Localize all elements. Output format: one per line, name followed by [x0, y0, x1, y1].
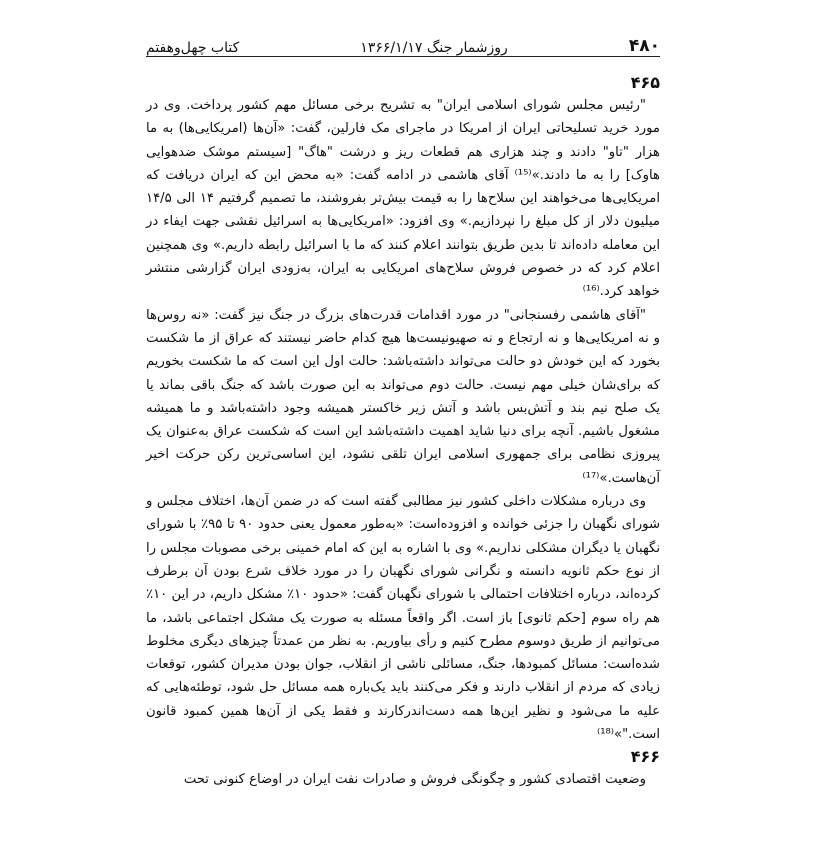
- page-body: [146, 72, 660, 792]
- paragraph: وی درباره مشکلات داخلی کشور نیز مطالبی گفته است که در ضمن آن‌ها، اختلاف مجلس و شورای نگهبان را جزئی خوانده و افزوده‌است: «به‌طور معمول یعنی حدود ۹۰ تا ۹۵٪ با شورای نگهبان یا دیگران مشکلی نداریم.» وی با اشاره به این که امام خمینی برخی مصوبات مجلس را از نوع حکم ثانویه دانسته و نگرانی شورای نگهبان را در مورد خلاف شرع بودن آن برطرف کرده‌اند، درباره اختلافات احتمالی با شورای نگهبان گفت: «حدود ۱۰٪ مشکل داریم، در این ۱۰٪ هم راه سوم [حکم ثانوی] باز است. اگر واقعاً مسئله به صورت یک مشکل اجتماعی باشد، ما می‌توانیم از طریق دوسوم مطرح کنیم و رأی بیاوریم. به نظر من عمدتاً چیزهای دیگری مخلوط شده‌است: مسائل کمبودها، جنگ، مسائلی ناشی از انقلاب، جوان بودن مدیران کشور، توقعات زیادی که مردم از انقلاب دارند و فکر می‌کنند باید یک‌باره همه مسائل حل شود، توطئه‌هایی که علیه ما می‌شود و نظیر این‌ها همه دست‌اندرکارند و فقط یکی از آن‌ها همین کمبود قانون است."»⁽¹⁸⁾: [146, 494, 660, 743]
- entry-465: [146, 72, 660, 746]
- paragraph: "آقای هاشمی رفسنجانی" در مورد اقدامات قدرت‌های بزرگ در جنگ نیز گفت: «نه روس‌ها و نه امریکایی‌ها و نه ارتجاع و نه صهیونیست‌ها هیچ کدام حاضر نیستند که عراق از ما شکست بخورد که این خودش دو حالت می‌تواند داشته‌باشد: حالت اول این است که ما شکست بخوریم که برای‌شان خیلی مهم نیست. حالت دوم می‌تواند به این صورت باشد که جنگ باقی بماند یا یک صلح نیم بند و آتش‌بس باشد و آتش زیر خاکستر همیشه وجود داشته‌باشد و ما همیشه مشغول باشیم. آنچه برای دنیا شاید اهمیت داشته‌باشد این است که شکست عراق به‌عنوان یک پیروزی نظامی برای جمهوری اسلامی ایران تلقی نشود، این اساسی‌ترین رکن حرکت اخیر آن‌هاست.»⁽¹⁷⁾: [146, 307, 660, 486]
- paragraph: وضعیت اقتصادی کشور و چگونگی فروش و صادرات نفت ایران در اوضاع کنونی تحت: [183, 772, 646, 788]
- entry-number: ۴۶۵: [630, 73, 660, 92]
- entry-number: ۴۶۶: [630, 747, 660, 767]
- page-header: [146, 28, 660, 57]
- paragraph: "رئیس مجلس شورای اسلامی ایران" به تشریح برخی مسائل مهم کشور پرداخت. وی در مورد خرید تسلیحاتی ایران از امریکا در ماجرای مک فارلین، گفت: «آن‌ها (امریکایی‌ها) به ما هزار "تاو" دادند و چند هزاری هم قطعات ریز و درشت "هاگ" [سیستم موشک ضدهوایی هاوک] را به ما دادند.»⁽¹⁵⁾ آقای هاشمی در ادامه گفت: «به محض این که ایران دریافت که امریکایی‌ها می‌خواهند این سلاح‌ها را به قیمت بیش‌تر بفروشند، ما تصمیم گرفتیم ۱۴ الی ۱۴/۵ میلیون دلار از کل مبلغ را نپردازیم.» وی افزود: «امریکایی‌ها به اسرائیل نقشی جهت ایفاء در این معامله داده‌اند تا بدین طریق بتوانند اعلام کنند که ما با اسرائیل رابطه داریم.» وی همچنین اعلام کرد که در خصوص فروش سلاح‌های امریکایی به ایران، به‌زودی ایران گزارشی منتشر خواهد کرد.⁽¹⁶⁾: [146, 98, 660, 300]
- page-number: ۴۸۰: [628, 36, 660, 56]
- entry-466: [146, 746, 660, 791]
- book-title: کتاب چهل‌وهفتم: [146, 40, 240, 56]
- running-title: روزشمار جنگ ۱۳۶۶/۱/۱۷: [360, 40, 508, 56]
